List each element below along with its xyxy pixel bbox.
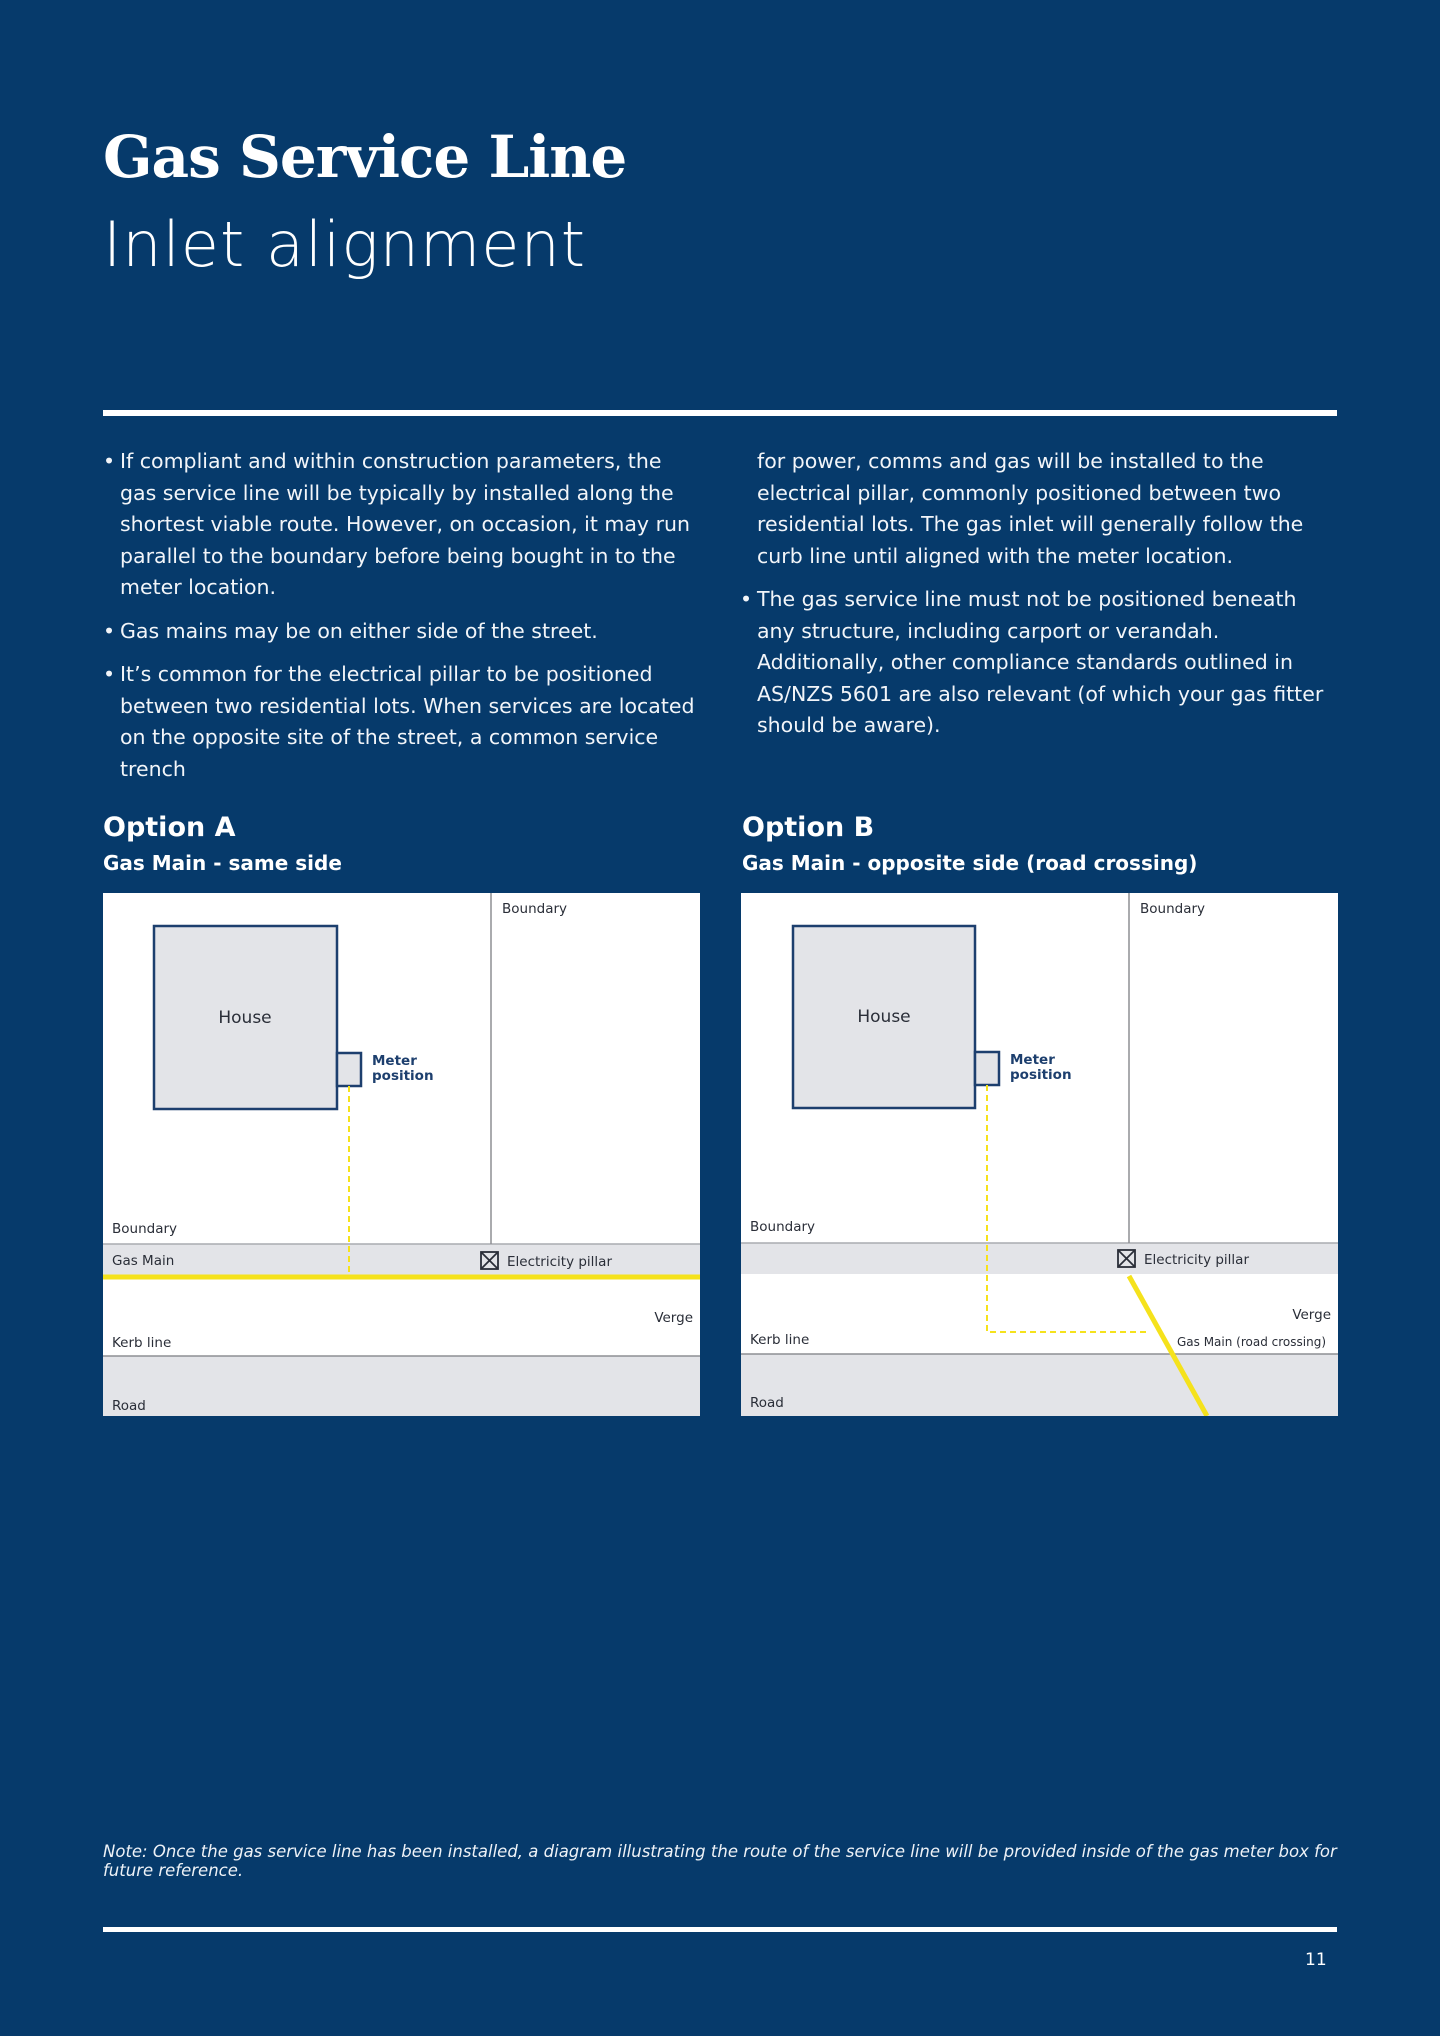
option-a-subtitle: Gas Main - same side: [103, 851, 342, 875]
boundary-label: Boundary: [1140, 901, 1206, 917]
top-divider: [103, 410, 1337, 416]
meter-label: Meter: [1010, 1052, 1055, 1068]
meter-label: position: [372, 1068, 434, 1084]
bullet-icon: •: [103, 662, 116, 686]
road-area: [103, 1356, 700, 1416]
pillar-label: Electricity pillar: [507, 1254, 612, 1270]
bullet-icon: •: [103, 618, 116, 643]
road-label: Road: [750, 1395, 784, 1411]
meter-box: [337, 1053, 361, 1086]
gas-main-label: Gas Main: [112, 1253, 175, 1269]
meter-label: Meter: [372, 1053, 417, 1069]
bullet-item: • The gas service line must not be positioned beneath any structure, including carport or verandah. Additionally, other compliance standards outlined in AS/NZS 5601 are also relevant (of which your gas fitter should be aware).: [740, 584, 1340, 742]
road-area: [741, 1354, 1338, 1416]
boundary-label: Boundary: [750, 1219, 816, 1235]
verge-label: Verge: [654, 1310, 693, 1326]
bullet-icon: •: [103, 449, 116, 473]
house-label: House: [857, 1007, 911, 1027]
service-line-dashed: [987, 1085, 1149, 1332]
option-b-title: Option B: [742, 812, 875, 843]
road-label: Road: [112, 1398, 146, 1414]
bullet-item: • If compliant and within construction parameters, the gas service line will be typically by installed along the shortest viable route. However, on occasion, it may run parallel to the boundary before being bought in to the meter location.: [103, 446, 703, 604]
pillar-label: Electricity pillar: [1144, 1252, 1249, 1268]
kerb-label: Kerb line: [112, 1335, 172, 1351]
text-column-left: [103, 446, 703, 797]
text-column-right: [740, 446, 1340, 754]
boundary-label: Boundary: [502, 901, 568, 917]
kerb-label: Kerb line: [750, 1332, 810, 1348]
bullet-item: • Gas mains may be on either side of the street.: [103, 616, 703, 648]
option-b-subtitle: Gas Main - opposite side (road crossing): [742, 851, 1198, 875]
page-number: 11: [1305, 1950, 1327, 1970]
meter-box: [975, 1052, 999, 1085]
option-a-title: Option A: [103, 812, 236, 843]
bullet-icon: •: [740, 587, 753, 611]
page-title: Gas Service Line: [103, 123, 627, 191]
verge-label: Verge: [1292, 1307, 1331, 1323]
boundary-label: Boundary: [112, 1221, 178, 1237]
footnote: Note: Once the gas service line has been installed, a diagram illustrating the route of the service line will be provided inside of the gas meter box for future reference.: [103, 1842, 1337, 1880]
bullet-continuation: for power, comms and gas will be installed to the electrical pillar, commonly positioned between two residential lots. The gas inlet will generally follow the curb line until aligned with the meter location.: [757, 449, 1304, 568]
house-label: House: [218, 1008, 272, 1028]
option-a-diagram: [103, 893, 700, 1416]
bottom-divider: [103, 1927, 1337, 1932]
option-b-diagram: [741, 893, 1338, 1416]
meter-label: position: [1010, 1067, 1072, 1083]
page-subtitle: Inlet alignment: [103, 208, 587, 281]
bullet-item: • It’s common for the electrical pillar to be positioned between two residential lots. When services are located on the opposite site of the street, a common service trench: [103, 659, 703, 785]
gas-main-label: Gas Main (road crossing): [1176, 1335, 1326, 1349]
